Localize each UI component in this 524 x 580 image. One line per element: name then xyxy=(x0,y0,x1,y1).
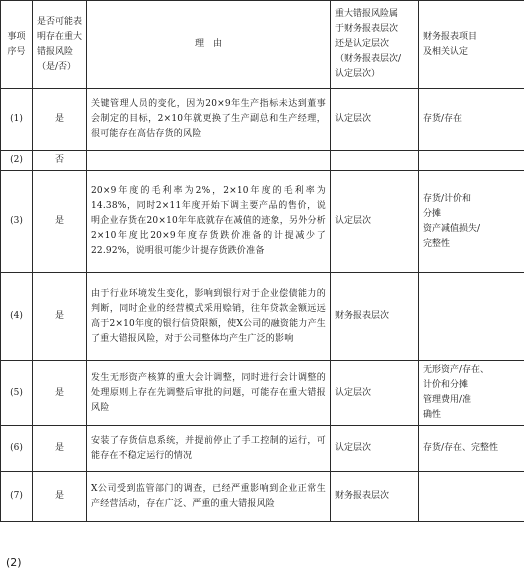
accounts-assertions xyxy=(419,472,524,522)
risk-reason: X公司受到监管部门的调查，已经严重影响到企业正常生产经营活动，存在广泛、严重的重大错报风险 xyxy=(87,472,331,522)
accounts-assertions: 存货/计价和 分摊 资产减值损失/ 完整性 xyxy=(419,171,524,273)
header-reason: 理 由 xyxy=(87,1,331,89)
risk-reason: 安装了存货信息系统，并提前停止了手工控制的运行，可能存在不稳定运行的情况 xyxy=(87,426,331,472)
table-row xyxy=(1,89,524,151)
risk-level: 认定层次 xyxy=(331,171,419,273)
risk-level: 认定层次 xyxy=(331,89,419,151)
risk-reason xyxy=(87,151,331,171)
accounts-assertions: 无形资产/存在、 计价和分摊 管理费用/准 确性 xyxy=(419,361,524,426)
risk-level: 认定层次 xyxy=(331,426,419,472)
header-item-no: 事项 序号 xyxy=(1,1,33,89)
accounts-assertions: 存货/存在、完整性 xyxy=(419,426,524,472)
risk-reason: 关键管理人员的变化，因为20×9年生产指标未达到董事会制定的目标，2×10年就更换了生产副总和生产经理，很可能存在高估存货的风险 xyxy=(87,89,331,151)
footnote-label: (2) xyxy=(6,556,22,569)
risk-exists: 是 xyxy=(33,273,87,361)
table-row xyxy=(1,472,524,522)
risk-level xyxy=(331,151,419,171)
risk-exists: 是 xyxy=(33,361,87,426)
row-number: (5) xyxy=(1,361,33,426)
risk-exists: 是 xyxy=(33,89,87,151)
header-row xyxy=(1,1,524,89)
risk-exists: 是 xyxy=(33,171,87,273)
table-row xyxy=(1,151,524,171)
header-exists: 是否可能表 明存在重大 错报风险 （是/否） xyxy=(33,1,87,89)
accounts-assertions: 存货/存在 xyxy=(419,89,524,151)
table-row xyxy=(1,361,524,426)
table-row xyxy=(1,273,524,361)
row-number: (6) xyxy=(1,426,33,472)
row-number: (2) xyxy=(1,151,33,171)
risk-level: 认定层次 xyxy=(331,361,419,426)
header-level: 重大错报风险属 于财务报表层次 还是认定层次 （财务报表层次/ 认定层次） xyxy=(331,1,419,89)
table-row xyxy=(1,171,524,273)
risk-exists: 是 xyxy=(33,472,87,522)
risk-exists: 否 xyxy=(33,151,87,171)
risk-level: 财务报表层次 xyxy=(331,273,419,361)
risk-reason: 20×9年度的毛利率为2%，2×10年度的毛利率为14.38%，同时2×11年度开始下调主要产品的售价，说明企业存货在20×10年年底就存在减值的迹象，另外分析2×10年度比20×9年度存货跌价准备的计提减少了22.92%，说明很可能少计提存货跌价准备 xyxy=(87,171,331,273)
risk-reason: 由于行业环境发生变化，影响到银行对于企业偿债能力的判断，同时企业的经营模式采用赊销，往年贷款金额远远高于2×10年度的银行信贷限额，使X公司的融资能力产生了重大错报风险，对于公司整体均产生广泛的影响 xyxy=(87,273,331,361)
row-number: (7) xyxy=(1,472,33,522)
row-number: (1) xyxy=(1,89,33,151)
row-number: (4) xyxy=(1,273,33,361)
table-row xyxy=(1,426,524,472)
risk-reason: 发生无形资产核算的重大会计调整，同时进行会计调整的处理原则上存在先调整后审批的问题，可能存在重大错报风险 xyxy=(87,361,331,426)
risk-level: 财务报表层次 xyxy=(331,472,419,522)
accounts-assertions xyxy=(419,273,524,361)
header-accounts: 财务报表项目 及相关认定 xyxy=(419,1,524,89)
row-number: (3) xyxy=(1,171,33,273)
accounts-assertions xyxy=(419,151,524,171)
risk-exists: 是 xyxy=(33,426,87,472)
